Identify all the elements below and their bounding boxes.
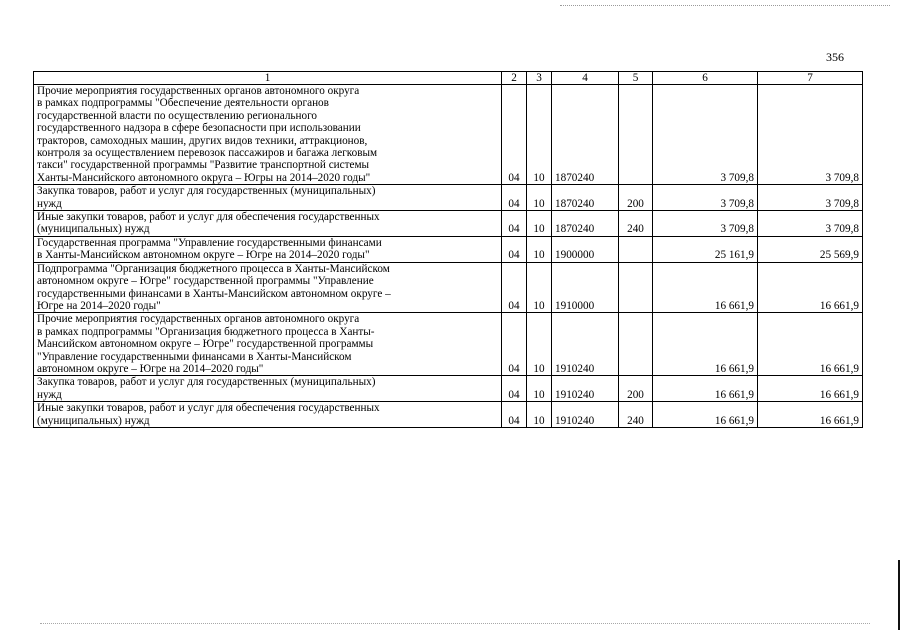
amount-col-7: 3 709,8 xyxy=(758,85,863,185)
expense-type-code xyxy=(619,85,653,185)
amount-col-6: 3 709,8 xyxy=(653,211,758,237)
scan-artifact-bottom xyxy=(40,623,870,624)
header-col-2: 2 xyxy=(502,72,527,85)
expense-type-code xyxy=(619,313,653,376)
section-code: 04 xyxy=(502,313,527,376)
expense-type-code: 200 xyxy=(619,185,653,211)
row-description: Государственная программа "Управление государственными финансами в Ханты-Мансийском автономном округе – Югре на 2014–2020 годы" xyxy=(34,236,502,262)
expense-type-code: 240 xyxy=(619,402,653,428)
section-code: 04 xyxy=(502,211,527,237)
amount-col-6: 16 661,9 xyxy=(653,376,758,402)
amount-col-6: 16 661,9 xyxy=(653,313,758,376)
target-article-code: 1910240 xyxy=(552,376,619,402)
subsection-code: 10 xyxy=(527,376,552,402)
amount-col-7: 16 661,9 xyxy=(758,402,863,428)
scan-edge-mark xyxy=(898,560,900,630)
amount-col-7: 3 709,8 xyxy=(758,185,863,211)
target-article-code: 1870240 xyxy=(552,185,619,211)
subsection-code: 10 xyxy=(527,402,552,428)
table-row xyxy=(34,313,863,376)
amount-col-7: 16 661,9 xyxy=(758,376,863,402)
subsection-code: 10 xyxy=(527,185,552,211)
amount-col-6: 25 161,9 xyxy=(653,236,758,262)
table-row xyxy=(34,236,863,262)
row-description: Закупка товаров, работ и услуг для государственных (муниципальных) нужд xyxy=(34,376,502,402)
subsection-code: 10 xyxy=(527,85,552,185)
table-row xyxy=(34,376,863,402)
target-article-code: 1870240 xyxy=(552,85,619,185)
subsection-code: 10 xyxy=(527,313,552,376)
subsection-code: 10 xyxy=(527,262,552,313)
header-row xyxy=(34,72,863,85)
target-article-code: 1910240 xyxy=(552,402,619,428)
amount-col-7: 3 709,8 xyxy=(758,211,863,237)
target-article-code: 1870240 xyxy=(552,211,619,237)
section-code: 04 xyxy=(502,185,527,211)
subsection-code: 10 xyxy=(527,211,552,237)
section-code: 04 xyxy=(502,376,527,402)
header-col-3: 3 xyxy=(527,72,552,85)
amount-col-7: 16 661,9 xyxy=(758,313,863,376)
budget-table xyxy=(33,71,863,428)
section-code: 04 xyxy=(502,236,527,262)
target-article-code: 1900000 xyxy=(552,236,619,262)
table-row xyxy=(34,402,863,428)
header-col-5: 5 xyxy=(619,72,653,85)
row-description: Иные закупки товаров, работ и услуг для обеспечения государственных (муниципальных) нужд xyxy=(34,211,502,237)
scan-artifact-top xyxy=(560,5,890,6)
page-number: 356 xyxy=(826,50,844,64)
section-code: 04 xyxy=(502,402,527,428)
expense-type-code xyxy=(619,262,653,313)
amount-col-6: 3 709,8 xyxy=(653,185,758,211)
header-col-7: 7 xyxy=(758,72,863,85)
expense-type-code: 240 xyxy=(619,211,653,237)
amount-col-7: 25 569,9 xyxy=(758,236,863,262)
expense-type-code xyxy=(619,236,653,262)
amount-col-6: 3 709,8 xyxy=(653,85,758,185)
row-description: Прочие мероприятия государственных органов автономного округа в рамках подпрограммы "Организация бюджетного процесса в Ханты- Мансийском автономном округе – Югре" государственной программы "Управление государственными финансами в Ханты-Мансийском автономном округе – Югре на 2014–2020 годы" xyxy=(34,313,502,376)
section-code: 04 xyxy=(502,262,527,313)
header-col-6: 6 xyxy=(653,72,758,85)
expense-type-code: 200 xyxy=(619,376,653,402)
row-description: Закупка товаров, работ и услуг для государственных (муниципальных) нужд xyxy=(34,185,502,211)
amount-col-6: 16 661,9 xyxy=(653,402,758,428)
table-row xyxy=(34,85,863,185)
row-description: Прочие мероприятия государственных органов автономного округа в рамках подпрограммы "Обеспечение деятельности органов государственной власти по осуществлению регионального государственного надзора в сфере безопасности при использовании тракторов, самоходных машин, других видов техники, аттракционов, контроля за осуществлением перевозок пассажиров и багажа легковым такси" государственной программы "Развитие транспортной системы Ханты-Мансийского автономного округа – Югры на 2014–2020 годы" xyxy=(34,85,502,185)
amount-col-7: 16 661,9 xyxy=(758,262,863,313)
row-description: Подпрограмма "Организация бюджетного процесса в Ханты-Мансийском автономном округе – Югре" государственной программы "Управление государственными финансами в Ханты-Мансийском автономном округе – Югре на 2014–2020 годы" xyxy=(34,262,502,313)
target-article-code: 1910000 xyxy=(552,262,619,313)
section-code: 04 xyxy=(502,85,527,185)
target-article-code: 1910240 xyxy=(552,313,619,376)
table-row xyxy=(34,211,863,237)
subsection-code: 10 xyxy=(527,236,552,262)
table-row xyxy=(34,262,863,313)
table-row xyxy=(34,185,863,211)
header-col-4: 4 xyxy=(552,72,619,85)
header-col-1: 1 xyxy=(34,72,502,85)
amount-col-6: 16 661,9 xyxy=(653,262,758,313)
row-description: Иные закупки товаров, работ и услуг для обеспечения государственных (муниципальных) нужд xyxy=(34,402,502,428)
